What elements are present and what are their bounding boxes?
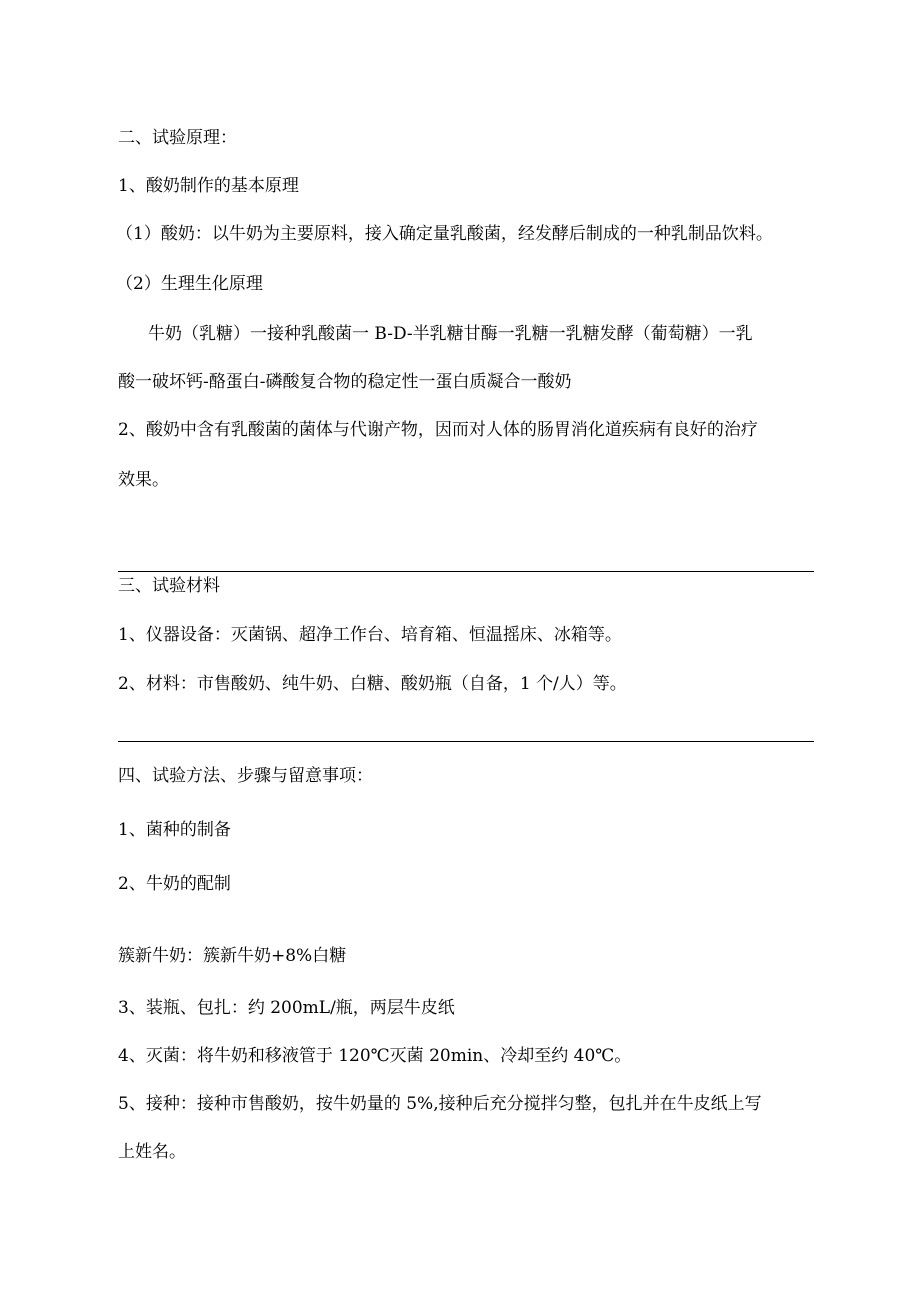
section-4-step-5-line-1: 5、接种：接种市售酸奶，按牛奶量的 5%,接种后充分搅拌匀整，包扎并在牛皮纸上写 [118, 1094, 762, 1114]
section-2-process-line-2: 酸一破坏钙-酪蛋白-磷酸复合物的稳定性一蛋白质凝合一酸奶 [118, 372, 572, 392]
section-4-step-2: 2、牛奶的配制 [118, 874, 231, 894]
section-3-item-1: 1、仪器设备：灭菌锅、超净工作台、培育箱、恒温摇床、冰箱等。 [118, 625, 622, 645]
section-2-item-2-line-1: 2、酸奶中含有乳酸菌的菌体与代谢产物，因而对人体的肠胃消化道疾病有良好的治疗 [118, 420, 758, 440]
section-4-heading: 四、试验方法、步骤与留意事项： [118, 766, 373, 786]
section-2-item-2-line-2: 效果。 [118, 470, 169, 490]
section-4-step-1: 1、菌种的制备 [118, 820, 231, 840]
section-4-step-4: 4、灭菌：将牛奶和移液管于 120℃灭菌 20min、冷却至约 40℃。 [118, 1046, 632, 1066]
section-2-heading: 二、试验原理： [118, 128, 237, 148]
section-2-process-line-1: 牛奶（乳糖）一接种乳酸菌一 B-D-半乳糖甘酶一乳糖一乳糖发酵（葡萄糖）一乳 [148, 324, 753, 344]
section-2-item-1-title: 1、酸奶制作的基本原理 [118, 176, 299, 196]
section-2-sub-item-1: （1）酸奶：以牛奶为主要原料，接入确定量乳酸菌，经发酵后制成的一种乳制品饮料。 [116, 224, 773, 244]
section-3-heading: 三、试验材料 [118, 576, 220, 596]
section-4-step-3: 3、装瓶、包扎：约 200mL/瓶，两层牛皮纸 [118, 998, 455, 1018]
section-divider [118, 741, 814, 742]
section-2-sub-item-2: （2）生理生化原理 [116, 274, 263, 294]
section-4-step-5-line-2: 上姓名。 [118, 1142, 186, 1162]
section-divider [118, 571, 814, 572]
section-3-item-2: 2、材料：市售酸奶、纯牛奶、白糖、酸奶瓶（自备，1 个/人）等。 [118, 674, 627, 694]
section-4-milk-recipe: 簇新牛奶：簇新牛奶+8%白糖 [118, 946, 347, 966]
